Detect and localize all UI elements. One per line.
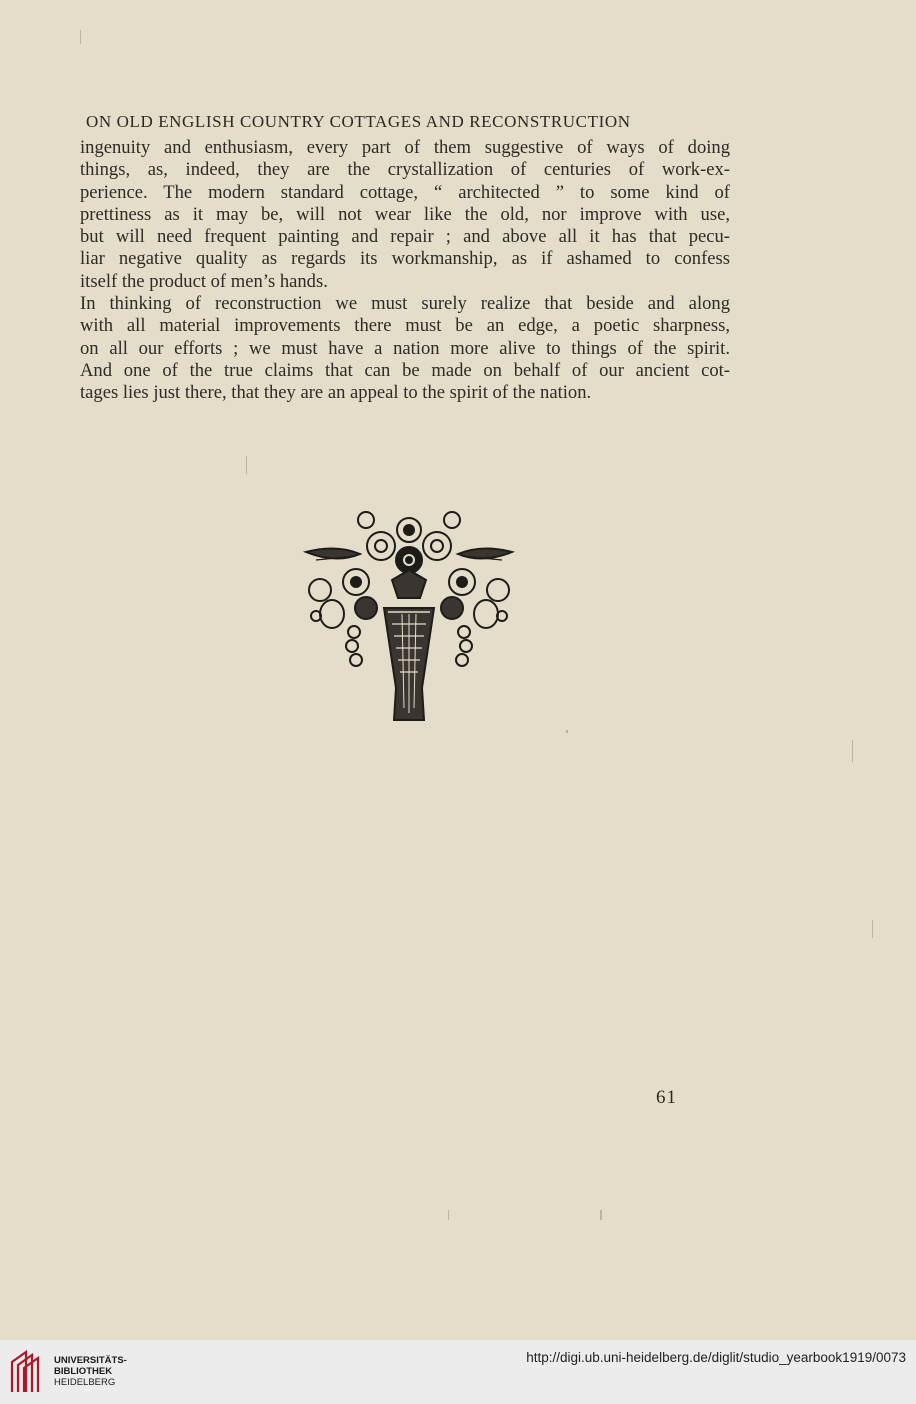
paper-speck (872, 920, 873, 938)
paper-speck (852, 740, 853, 762)
text-line: tages lies just there, that they are an appeal to the spirit of the nation. (80, 382, 592, 404)
source-url-link[interactable]: http://digi.ub.uni-heidelberg.de/diglit/studio_yearbook1919/0073 (526, 1350, 906, 1365)
text-line: perience. The modern standard cottage, “ architected ” to some kind of (80, 181, 730, 203)
text-line: with all material improvements there must be an edge, a poetic sharpness, (80, 315, 730, 337)
text-line: And one of the true claims that can be made on behalf of our ancient cot- (80, 359, 730, 381)
paper-speck (80, 30, 81, 44)
library-name-line: UNIVERSITÄTS- (54, 1355, 127, 1366)
text-line: liar negative quality as regards its workmanship, as if ashamed to confess (80, 248, 730, 270)
library-logo-icon[interactable] (8, 1348, 46, 1396)
library-name-line: BIBLIOTHEK (54, 1366, 113, 1377)
running-head: ON OLD ENGLISH COUNTRY COTTAGES AND RECONSTRUCTION (86, 112, 631, 131)
flower-vase-ornament (296, 508, 522, 724)
viewer-footer (0, 1340, 916, 1404)
text-line: ingenuity and enthusiasm, every part of them suggestive of ways of doing (80, 137, 730, 158)
text-line: on all our efforts ; we must have a nation more alive to things of the spirit. (80, 337, 730, 359)
text-line: things, as, indeed, they are the crystallization of centuries of work-ex- (80, 159, 730, 181)
text-line: itself the product of men’s hands. (80, 270, 328, 292)
text-line: prettiness as it may be, will not wear like the old, nor improve with use, (80, 203, 730, 225)
paper-speck (448, 1210, 449, 1220)
text-line: In thinking of reconstruction we must surely realize that beside and along (80, 293, 730, 315)
paper-speck (246, 456, 247, 474)
body-text (80, 137, 730, 405)
paper-speck (566, 730, 568, 733)
paper-speck (600, 1210, 602, 1220)
paragraph-2 (80, 293, 730, 404)
library-city: HEIDELBERG (54, 1377, 116, 1388)
library-name (54, 1355, 127, 1388)
paragraph-1 (80, 137, 730, 293)
page-number: 61 (656, 1087, 677, 1108)
text-line: but will need frequent painting and repair ; and above all it has that pecu- (80, 226, 730, 248)
